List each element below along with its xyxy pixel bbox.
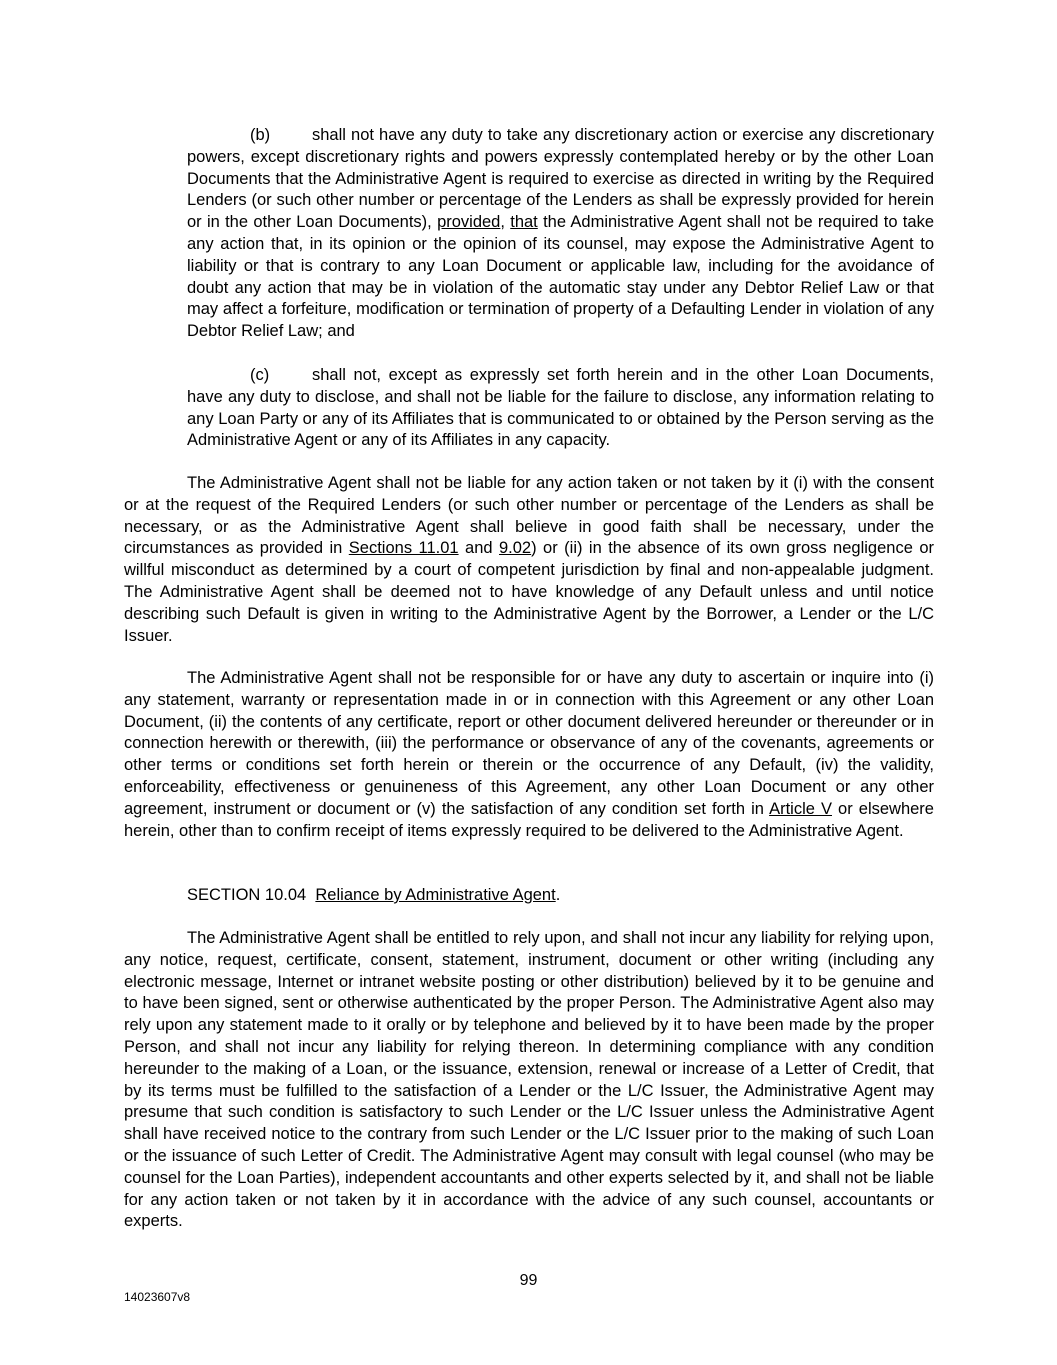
sections-reference[interactable]: Sections 11.01 — [348, 539, 459, 558]
paragraph-responsibility — [124, 668, 934, 842]
article-v-reference[interactable]: Article V — [769, 799, 832, 818]
section-902-reference[interactable]: 9.02 — [499, 539, 532, 558]
provided-term: provided — [437, 213, 501, 232]
paragraph-liability — [124, 473, 934, 647]
section-number: SECTION 10.04 — [187, 886, 307, 904]
reliance-text: The Administrative Agent shall be entitled to rely upon, and shall not incur any liability for relying upon, any notice, request, certificate, consent, statement, instrument, document or other writing (including any electronic message, Internet or intranet website posting or other distribution) believed by it to be genuine and to have been signed, sent or otherwise authenticated by the proper Person. The Administrative Agent also may rely upon any statement made to it orally or by telephone and believed by it to have been made by the proper Person, and shall not incur any liability for relying thereon. In determining compliance with any condition hereunder to the making of a Loan, or the issuance, extension, renewal or increase of a Letter of Credit, that by its terms must be fulfilled to the satisfaction of a Lender or the L/C Issuer, the Administrative Agent may presume that such condition is satisfactory to such Lender or the L/C Issuer unless the Administrative Agent shall have received notice to the contrary from such Lender or the L/C Issuer prior to the making of such Loan or the issuance of such Letter of Credit. The Administrative Agent may consult with legal counsel (who may be counsel for the Loan Parties), independent accountants and other experts selected by it, and shall not be liable for any action taken or not taken by it in accordance with the advice of any such counsel, accountants or experts. — [124, 929, 934, 1231]
clause-c-text: shall not, except as expressly set forth herein and in the other Loan Documents, have any duty to disclose, and shall not be liable for the failure to disclose, any information relating to any Loan Party or any of its Affiliates that is communicated to or obtained by the Person serving as the Administrative Agent or any of its Affiliates in any capacity. — [187, 366, 934, 450]
section-title: Reliance by Administrative Agent — [315, 886, 556, 904]
clause-c-label: (c) — [250, 366, 270, 384]
that-term: that — [510, 213, 538, 232]
clause-b — [187, 125, 934, 343]
responsibility-text-1: The Administrative Agent shall not be responsible for or have any duty to ascertain or inquire into (i) any statement, warranty or representation made in or in connection with this Agreement or any other Loan Document, (ii) the contents of any certificate, report or other document delivered hereunder or thereunder or in connection herewith or therewith, (iii) the performance or observance of any of the covenants, agreements or other terms or conditions set forth herein or therein or the occurrence of any Default, (iv) the validity, enforceability, effectiveness or genuineness of this Agreement, any other Loan Document or any other agreement, instrument or document or (v) the satisfaction of any condition set forth in — [124, 669, 934, 818]
document-id: 14023607v8 — [124, 1290, 191, 1304]
page-number: 99 — [519, 1272, 538, 1289]
liability-and: and — [458, 539, 499, 558]
responsibility-text-2: or elsewhere herein, other than to confirm receipt of items expressly required to be delivered to the Administrative Agent. — [124, 799, 934, 840]
section-heading — [124, 885, 934, 907]
liability-text-2: ) or (ii) in the absence of its own gross negligence or willful misconduct as determined by a court of competent jurisdiction by final and non-appealable judgment. The Administrative Agent shall be deemed not to have knowledge of any Default unless and until notice describing such Default is given in writing to the Administrative Agent by the Borrower, a Lender or the L/C Issuer. — [124, 539, 934, 645]
clause-b-text-1: shall not have any duty to take any discretionary action or exercise any discretionary powers, except discretionary rights and powers expressly contemplated hereby or by the other Loan Documents that the Administrative Agent is required to exercise as directed in writing by the Required Lenders (or such other number or percentage of the Lenders as shall be expressly provided for herein or in the other Loan Documents), — [187, 126, 934, 232]
section-title-period: . — [555, 886, 561, 904]
clause-c — [187, 365, 934, 452]
paragraph-reliance — [124, 928, 934, 1233]
provided-separator: , — [500, 213, 511, 232]
clause-b-text-2: the Administrative Agent shall not be required to take any action that, in its opinion or the opinion of its counsel, may expose the Administrative Agent to liability or that is contrary to any Loan Document or applicable law, including for the avoidance of doubt any action that may be in violation of the automatic stay under any Debtor Relief Law or that may affect a forfeiture, modification or termination of property of a Defaulting Lender in violation of any Debtor Relief Law; and — [187, 213, 934, 341]
liability-text-1: The Administrative Agent shall not be liable for any action taken or not taken by it (i) with the consent or at the request of the Required Lenders (or such other number or percentage of the Lenders as shall be necessary, or as the Administrative Agent shall believe in good faith shall be necessary, under the circumstances as provided in — [124, 474, 934, 558]
clause-b-label: (b) — [250, 126, 271, 144]
